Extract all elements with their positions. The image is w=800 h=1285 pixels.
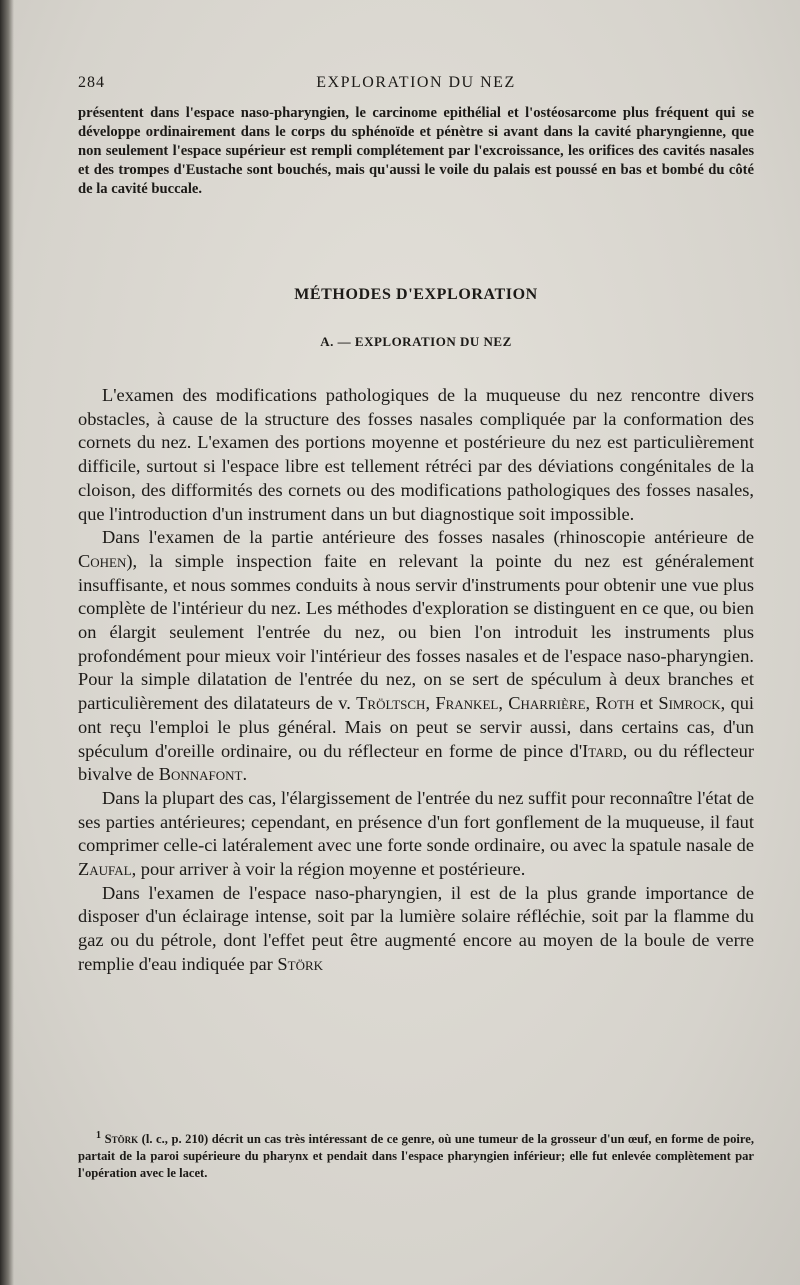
p2-text-a: Dans l'examen de la partie antérieure des fosses nasales (rhinoscopie antérieure de [102,527,754,548]
author-bonnafont: Bonnafont [158,764,243,785]
p2-sep-2: , [498,693,509,714]
p2-text-c: , qui ont reçu l'emploi le plus général. Mais on peut se servir aussi, dans certains cas, d'un spéculum d'oreille ordinaire, ou du réflecteur en forme de pince d' [78,693,755,761]
footnote-text: (l. c., p. 210) décrit un cas très intéressant de ce genre, où une tumeur de la grosseur d'un œuf, en forme de poire, partait de la paroi supérieure du pharynx et pendait dans l'espace pharyngien inférieur; elle fut enlevée complètement par l'opération avec le lacet. [78,1132,754,1181]
p4-text-a: Dans l'examen de l'espace naso-pharyngien, il est de la plus grande importance de disposer d'un éclairage intense, soit par la lumière solaire réfléchie, soit par la flamme du gaz ou du pétrole, dont l'effet peut être augmenté encore au moyen de la boule de verre remplie d'eau indiquée par [78,882,754,974]
author-frankel: Frankel [435,693,499,714]
author-troltsch: Tröltsch [356,693,426,714]
p2-text-b: ), la simple inspection faite en relevant la pointe du nez est généralement insuffisante, et nous sommes conduits à nous servir d'instruments pour obtenir une vue plus complète de l'intérieur du nez. Les méthodes d'exploration se distinguent en ce que, ou bien on élargit seulement l'entrée du nez, ou bien l'on introduit les instruments plus profondément pour mieux voir l'intérieur des fosses nasales et de l'espace naso-pharyngien. Pour la simple dilatation de l'entrée du nez, on se sert de spéculum à deux branches et particulièrement des dilatateurs de v. [78,550,754,714]
p2-text-e: . [242,764,248,785]
footnote [78,1127,754,1182]
subsection-title: A. — EXPLORATION DU NEZ [320,334,512,349]
p2-sep-4: et [634,693,659,714]
footnote-author-stork: Störk [104,1132,139,1147]
p3-text-b: , pour arriver à voir la région moyenne et postérieure. [131,859,526,880]
body-text [78,384,754,977]
paragraph-1: L'examen des modifications pathologiques de la muqueuse du nez rencontre divers obstacles, à cause de la structure des fosses nasales compliquée par la conformation des cornets du nez. L'examen des portions moyenne et postérieure du nez est particulièrement difficile, surtout si l'espace libre est tellement rétréci par des déviations congénitales de la cloison, des difformités des cornets ou des modifications pathologiques des fosses nasales, que l'introduction d'un instrument dans un but diagnostique soit impossible. [78,385,754,524]
footnote-marker: 1 [96,1130,101,1141]
p2-sep-3: , [585,693,596,714]
author-simrock: Simrock [658,693,721,714]
p2-sep-1: , [425,693,436,714]
paragraph-4 [78,882,754,977]
p2-text-d: , ou du réflecteur bivalve de [78,740,754,785]
author-roth: Roth [595,693,635,714]
author-cohen: Cohen [78,550,127,571]
running-title: EXPLORATION DU NEZ [316,74,516,91]
p3-text-a: Dans la plupart des cas, l'élargissement de l'entrée du nez suffit pour reconnaître l'état de ses parties antérieures; cependant, en présence d'un fort gonflement de la muqueuse, il faut comprimer celle-ci latéralement avec une forte sonde ordinaire, ou avec la spatule nasale de [78,787,754,856]
page-number: 284 [78,74,105,91]
paragraph-3 [78,787,754,882]
author-charriere: Charrière [508,693,586,714]
author-itard: Itard [582,740,623,761]
running-header [78,74,754,92]
intro-paragraph: présentent dans l'espace naso-pharyngien, le carcinome epithélial et l'ostéosarcome plus fréquent qui se développe ordinairement dans le corps du sphénoïde et pénètre si avant dans la cavité pharyngienne, que non seulement l'espace supérieur est rempli complétement par l'excroissance, les orifices des cavités nasales et des trompes d'Eustache sont bouchés, mais qu'aussi le voile du palais est poussé en bas et bombé du côté de la cavité buccale. [78,105,754,197]
author-stork: Störk [277,953,324,974]
paragraph-2 [78,526,754,787]
section-title: MÉTHODES D'EXPLORATION [294,286,538,303]
book-spine-shadow [0,0,14,1285]
author-zaufal: Zaufal [78,859,132,880]
